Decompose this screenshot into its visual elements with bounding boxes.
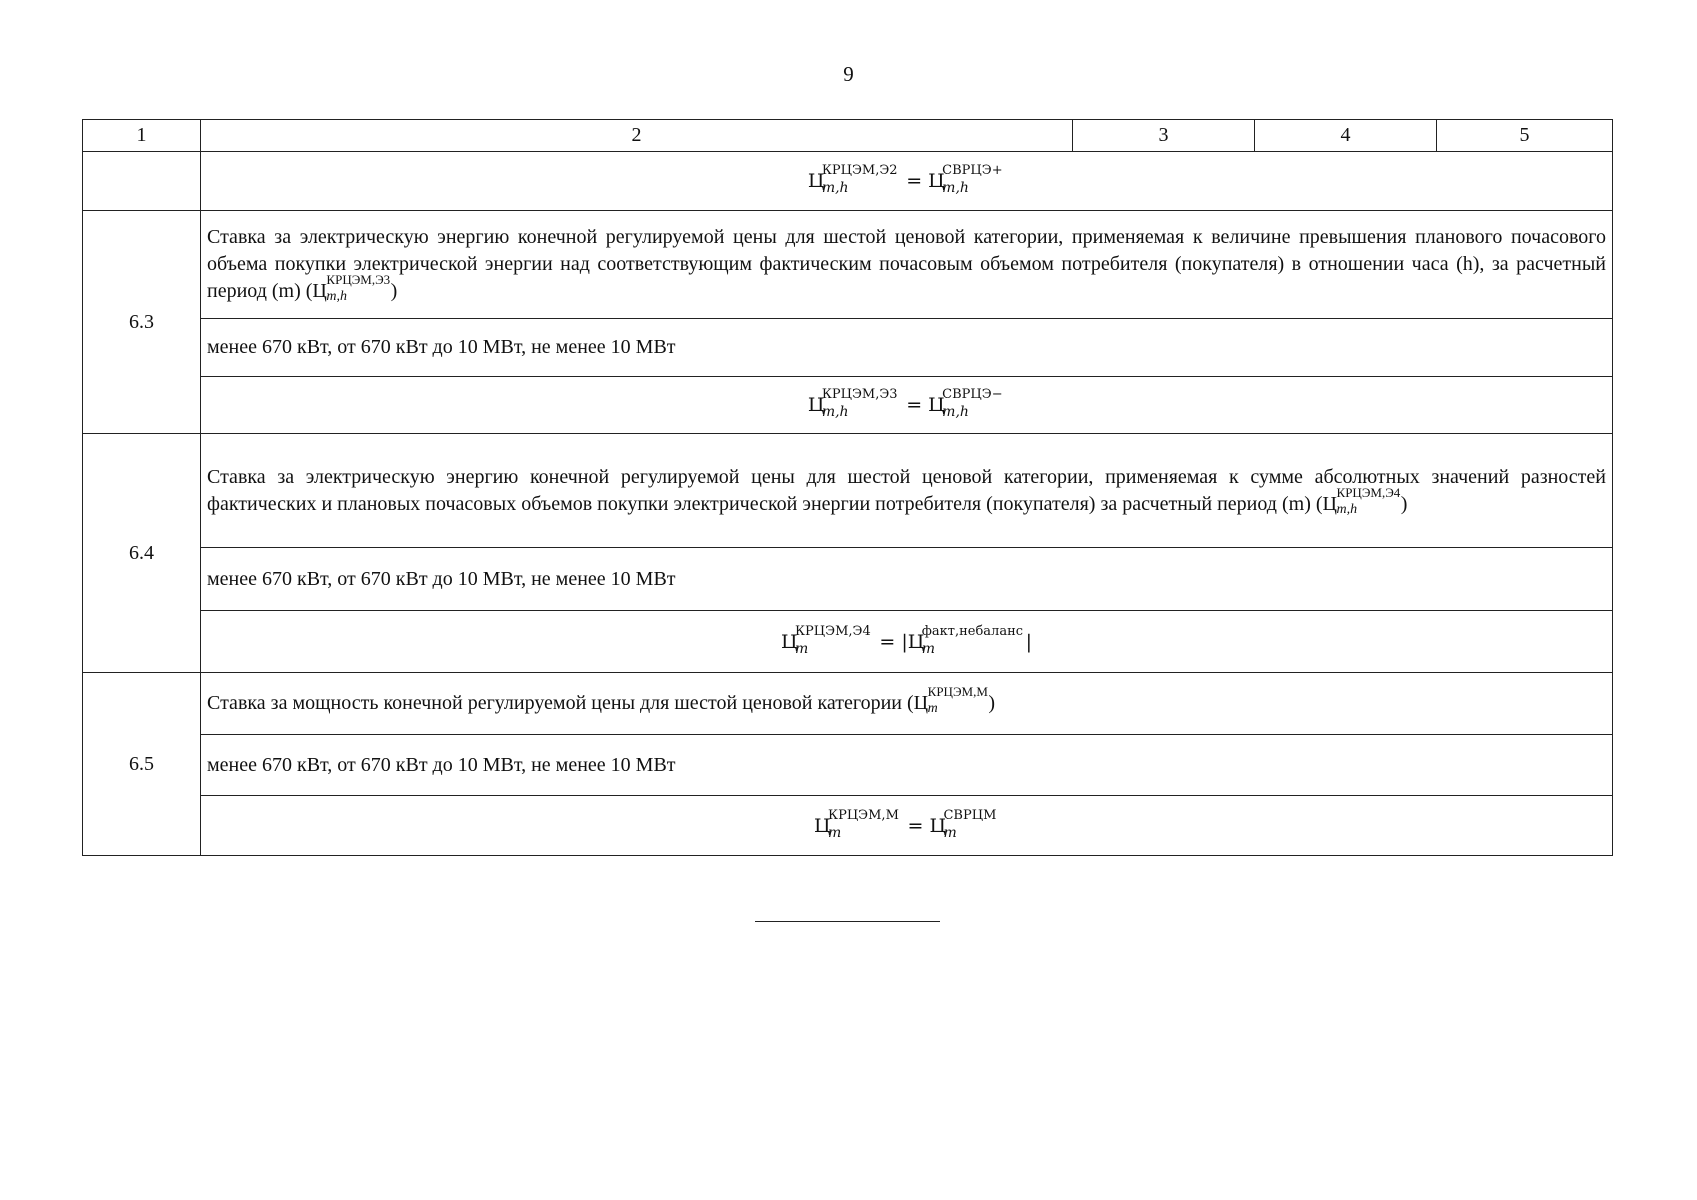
row-description: Ставка за мощность конечной регулируемой цены для шестой ценовой категории (Ц КРЦЭМ,М m ) xyxy=(201,673,1613,735)
header-cell-1: 1 xyxy=(83,120,201,152)
header-cell-5: 5 xyxy=(1437,120,1613,152)
header-cell-4: 4 xyxy=(1255,120,1437,152)
table-row xyxy=(83,735,1613,796)
row-number-empty xyxy=(83,152,201,211)
page-number: 9 xyxy=(843,62,854,86)
table-row xyxy=(83,377,1613,434)
header-cell-2: 2 xyxy=(201,120,1073,152)
formula-rhs: Ц СВРЦМ m xyxy=(929,807,997,841)
formula-lhs: Ц КРЦЭМ,Э3 m,h xyxy=(807,387,898,420)
header-cell-3: 3 xyxy=(1073,120,1255,152)
formula-equals: = xyxy=(906,394,923,416)
formula-equals: = xyxy=(906,170,923,192)
row-number: 6.3 xyxy=(83,211,201,434)
table-row xyxy=(83,434,1613,548)
table-row xyxy=(83,796,1613,856)
formula-lhs: Ц КРЦЭМ,Э4 m xyxy=(780,623,871,657)
table-header-row xyxy=(83,120,1613,152)
formula-6-5 xyxy=(201,796,1613,856)
row-description: Ставка за электрическую энергию конечной регулируемой цены для шестой ценовой категории, применяемая к величине превышения планового почасового объема покупки электрической энергии над соответствующим фактическим почасовым объемом потребителя (покупателя) в отношении часа (h), за расчетный период (m) (Ц КРЦЭМ,Э3 m,h ) xyxy=(201,211,1613,319)
formula-rhs: Ц СВРЦЭ− m,h xyxy=(928,387,1003,420)
formula-equals: = | xyxy=(879,630,908,653)
inline-symbol: Ц КРЦЭМ,Э3 m,h xyxy=(312,272,391,304)
table-row xyxy=(83,152,1613,211)
formula-equals: = xyxy=(907,814,924,837)
table-row xyxy=(83,611,1613,673)
table-row xyxy=(83,319,1613,377)
row-condition: менее 670 кВт, от 670 кВт до 10 МВт, не менее 10 МВт xyxy=(201,735,1613,796)
formula-6-4 xyxy=(201,611,1613,673)
row-description: Ставка за электрическую энергию конечной регулируемой цены для шестой ценовой категории, применяемая к сумме абсолютных значений разностей фактических и плановых почасовых объемов покупки электрической энергии потребителя (покупателя) за расчетный период (m) (Ц КРЦЭМ,Э4 m,h ) xyxy=(201,434,1613,548)
row-number: 6.5 xyxy=(83,673,201,856)
formula-rhs: Ц СВРЦЭ+ m,h xyxy=(928,163,1003,196)
table-row xyxy=(83,548,1613,611)
formula-lhs: Ц КРЦЭМ,М m xyxy=(814,807,899,841)
formula-6-2 xyxy=(201,152,1613,211)
formula-lhs: Ц КРЦЭМ,Э2 m,h xyxy=(807,163,898,196)
row-condition: менее 670 кВт, от 670 кВт до 10 МВт, не менее 10 МВт xyxy=(201,548,1613,611)
row-number: 6.4 xyxy=(83,434,201,673)
table-row xyxy=(83,211,1613,319)
inline-symbol: Ц КРЦЭМ,М m xyxy=(913,684,988,716)
row-condition: менее 670 кВт, от 670 кВт до 10 МВт, не менее 10 МВт xyxy=(201,319,1613,377)
formula-abs-close: | xyxy=(1025,630,1032,653)
end-divider-line xyxy=(755,921,940,922)
formula-rhs: Ц факт,небаланс m xyxy=(907,623,1024,657)
tariff-table xyxy=(82,119,1613,856)
table-row xyxy=(83,673,1613,735)
inline-symbol: Ц КРЦЭМ,Э4 m,h xyxy=(1322,484,1401,517)
formula-6-3 xyxy=(201,377,1613,434)
